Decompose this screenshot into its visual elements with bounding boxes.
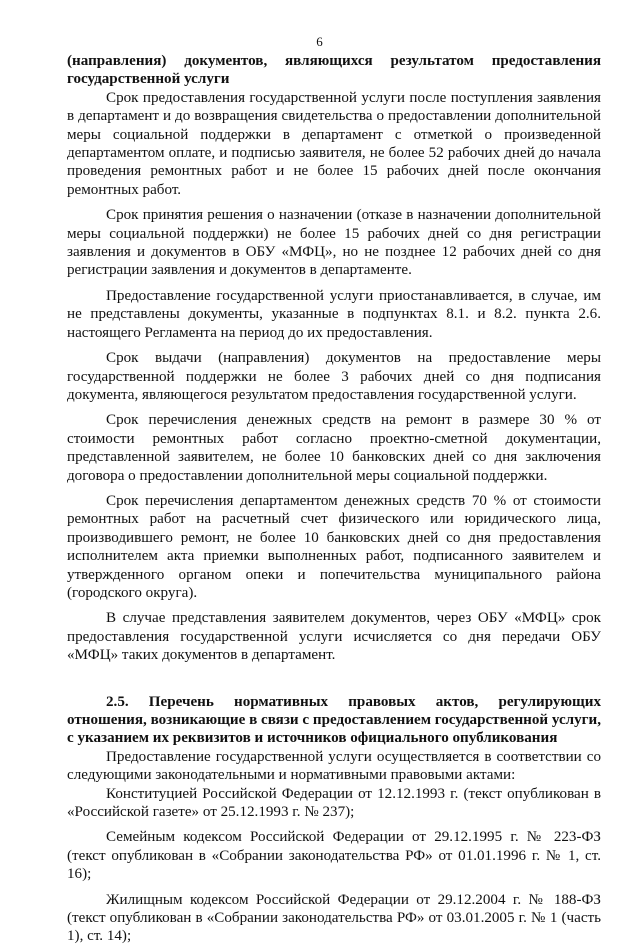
paragraph-issue-term: Срок выдачи (направления) документов на предоставление меры государственной поддержки не более 3 рабочих дней со дня подписания документа, являющегося результатом предоставления государственной услуги. xyxy=(67,350,601,403)
heading-continuation: (направления) документов, являющихся результатом предоставления государственной услуги xyxy=(67,53,601,88)
paragraph-mfc-submission: В случае представления заявителем документов, через ОБУ «МФЦ» срок предоставления государственной услуги исчисляется со дня передачи ОБУ «МФЦ» таких документов в департамент. xyxy=(67,610,601,664)
page-content xyxy=(67,52,601,946)
paragraph-decision-term: Срок принятия решения о назначении (отказе в назначении дополнительной меры социальной поддержки) не более 15 рабочих дней со дня регистрации заявления и документов в ОБУ «МФЦ», но не позднее 12 рабочих дней со дня регистрации заявления и документов в департаменте. xyxy=(67,207,601,279)
paragraph-transfer-70: Срок перечисления департаментом денежных средств 70 % от стоимости ремонтных работ на расчетный счет физического или юридического лица, производившего ремонт, не более 10 банковских дней со дня предоставления исполнителем акта приемки выполненных работ, подписанного заявителем и утвержденного органом опеки и попечительства муниципального района (городского округа). xyxy=(67,492,601,601)
paragraph-legal-basis: Предоставление государственной услуги осуществляется в соответствии со следующими законодательными и нормативными правовыми актами: xyxy=(67,748,601,784)
paragraph-family-code: Семейным кодексом Российской Федерации от 29.12.1995 г. № 223-ФЗ (текст опубликован в «Собрании законодательства РФ» от 01.01.1996 г. № 1, ст. 16); xyxy=(67,829,601,883)
paragraph-housing-code: Жилищным кодексом Российской Федерации от 29.12.2004 г. № 188-ФЗ (текст опубликован в «Собрании законодательства РФ» от 03.01.2005 г. № 1 (часть 1), ст. 14); xyxy=(67,891,601,945)
paragraph-suspension: Предоставление государственной услуги приостанавливается, в случае, им не представлены документы, указанные в подпунктах 8.1. и 8.2. пункта 2.6. настоящего Регламента на период до их предоставления. xyxy=(67,287,601,341)
section-heading-2-5: 2.5. Перечень нормативных правовых актов, регулирующих отношения, возникающие в связи с предоставлением государственной услуги, с указанием их реквизитов и источников официального опубликования xyxy=(67,693,601,747)
paragraph-service-term: Срок предоставления государственной услуги после поступления заявления в департамент и до возвращения свидетельства о предоставлении дополнительной меры социальной поддержки в департамент с отметкой о произведенной департаментом оплате, и подписью заявителя, не более 52 рабочих дней до начала проведения ремонтных работ и не более 15 рабочих дней после окончания ремонтных работ. xyxy=(67,89,601,198)
paragraph-constitution: Конституцией Российской Федерации от 12.12.1993 г. (текст опубликован в «Российской газете» от 25.12.1993 г. № 237); xyxy=(67,785,601,821)
paragraph-transfer-30: Срок перечисления денежных средств на ремонт в размере 30 % от стоимости ремонтных работ согласно проектно-сметной документации, представленной заявителем, не более 10 банковских дней со дня заключения договора о предоставлении дополнительной меры социальной поддержки. xyxy=(67,412,601,484)
page-number: 6 xyxy=(316,34,323,49)
